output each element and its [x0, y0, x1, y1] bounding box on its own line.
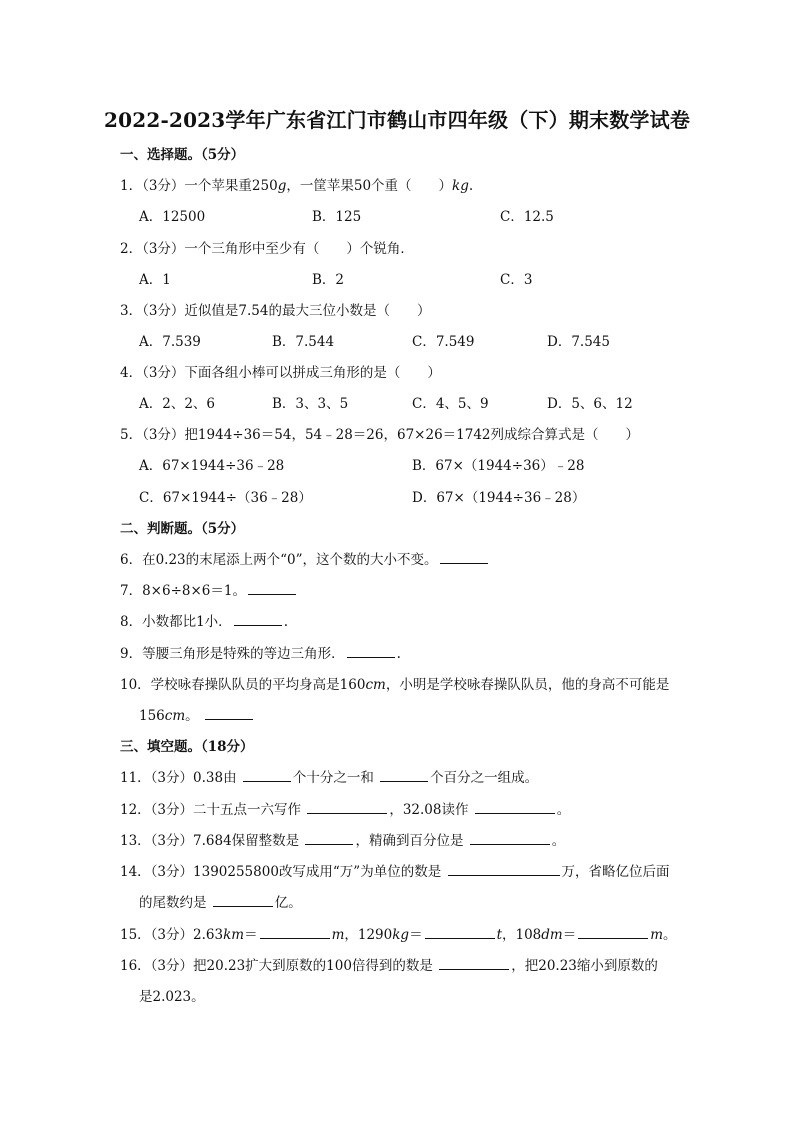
- q3-option-c: C．7.549: [412, 334, 475, 350]
- q4-option-d: D．5、6、12: [547, 396, 633, 412]
- section-heading-judge: 二、判断题。（5分）: [120, 521, 245, 537]
- q15-end: 。: [663, 927, 677, 943]
- q15-text-e: ，108: [502, 927, 542, 943]
- q10-answer-blank[interactable]: [205, 707, 253, 720]
- q11-blank-2[interactable]: [380, 769, 428, 782]
- q8-answer-blank[interactable]: [234, 613, 282, 626]
- q6-text: 6．在0.23的末尾添上两个“0”，这个数的大小不变。: [120, 552, 438, 568]
- q1-text-end: .: [468, 178, 474, 194]
- q5-option-c: C．67×1944÷（36﹣28）: [139, 490, 312, 506]
- q11-text-a: 11．（3分）0.38由: [120, 770, 237, 786]
- question-2: 2．（3分）一个三角形中至少有（ ）个锐角．: [120, 241, 414, 257]
- question-14-line-1: [120, 863, 670, 881]
- q1-text-mid: ，一筐苹果50个重（ ）: [286, 178, 453, 194]
- q14-text-a: 14．（3分）1390255800改写成用“万”为单位的数是: [120, 864, 442, 880]
- q10-line2-end: 。: [185, 708, 199, 724]
- q12-text-c: 。: [556, 802, 571, 818]
- q6-answer-blank[interactable]: [440, 551, 488, 564]
- question-4: 4．（3分）下面各组小棒可以拼成三角形的是（ ）: [120, 365, 441, 381]
- question-15: [120, 926, 677, 944]
- q15-unit-dm: dm: [541, 927, 563, 943]
- q16-text-b: ，把20.23缩小到原数的: [511, 958, 658, 974]
- question-13: [120, 832, 565, 850]
- q3-option-a: A．7.539: [139, 334, 201, 350]
- q12-text-b: ，32.08读作: [389, 802, 469, 818]
- q12-text-a: 12．（3分）二十五点一六写作: [120, 802, 302, 818]
- question-8: 8．小数都比1小． .: [120, 614, 288, 630]
- q15-unit-m-2: m: [650, 927, 664, 943]
- question-16-line-1: [120, 957, 658, 975]
- q3-option-b: B．7.544: [272, 334, 335, 350]
- q1-option-a: A．12500: [139, 209, 206, 225]
- q13-blank-1[interactable]: [305, 832, 353, 845]
- q14-text-b: 万，省略亿位后面: [561, 864, 670, 880]
- question-3: 3．（3分）近似值是7.54的最大三位小数是（ ）: [120, 303, 431, 319]
- q13-text-b: ，精确到百分位是: [355, 833, 464, 849]
- question-7: [120, 582, 298, 600]
- q5-option-a: A．67×1944÷36﹣28: [139, 458, 285, 474]
- q14-text-d: 亿。: [274, 895, 302, 911]
- q5-option-d: D．67×（1944÷36﹣28）: [412, 490, 586, 506]
- q15-unit-t: t: [496, 927, 502, 943]
- q15-unit-kg: kg: [392, 927, 410, 943]
- q14-blank-2[interactable]: [213, 894, 273, 907]
- q5-option-b: B．67×（1944÷36）﹣28: [412, 458, 585, 474]
- q15-eq-3: ＝: [562, 927, 577, 943]
- q8-text: 8．小数都比1小．: [120, 614, 232, 630]
- q15-eq-1: ＝: [244, 927, 258, 943]
- q15-blank-3[interactable]: [578, 926, 648, 939]
- question-16-line-2: 是2.023。: [139, 989, 205, 1005]
- q10-line2-unit: cm: [164, 708, 186, 724]
- q4-option-a: A．2、2、6: [139, 396, 216, 412]
- section-heading-fill: 三、填空题。（18分）: [120, 739, 254, 755]
- question-12: [120, 801, 570, 819]
- q13-text-c: 。: [551, 833, 566, 849]
- q7-answer-blank[interactable]: [248, 582, 296, 595]
- section-heading-choice: 一、选择题。（5分）: [120, 147, 245, 163]
- q13-blank-2[interactable]: [470, 832, 550, 845]
- q12-blank-1[interactable]: [307, 801, 387, 814]
- q11-text-b: 个十分之一和: [292, 770, 374, 786]
- q1-option-c: C．12.5: [500, 209, 554, 225]
- q10-unit: cm: [365, 677, 386, 693]
- question-1: [120, 177, 473, 195]
- q4-option-b: B．3、3、5: [272, 396, 349, 412]
- q16-blank-1[interactable]: [439, 957, 509, 970]
- q1-unit-kg: kg: [452, 178, 469, 194]
- q15-text-c: ，1290: [344, 927, 393, 943]
- q10-text-pre: 10．学校咏春操队队员的平均身高是160: [120, 677, 366, 693]
- q9-text: 9．等腰三角形是特殊的等边三角形．: [120, 646, 345, 662]
- q4-option-c: C．4、5、9: [412, 396, 489, 412]
- question-5: 5．（3分）把1944÷36＝54，54﹣28＝26，67×26＝1742列成综合算式是（ ）: [120, 427, 640, 443]
- q15-blank-2[interactable]: [425, 926, 495, 939]
- q14-text-c: 的尾数约是: [139, 895, 207, 911]
- q1-option-b: B．125: [312, 209, 362, 225]
- question-10-line-1: [120, 676, 669, 694]
- q14-blank-1[interactable]: [448, 863, 560, 876]
- q13-text-a: 13．（3分）7.684保留整数是: [120, 833, 300, 849]
- q1-unit-g: g: [277, 178, 287, 194]
- q16-text-a: 16．（3分）把20.23扩大到原数的100倍得到的数是: [120, 958, 433, 974]
- question-14-line-2: [139, 894, 302, 912]
- question-10-line-2: [139, 707, 255, 725]
- q2-option-c: C．3: [500, 272, 533, 288]
- q3-option-d: D．7.545: [547, 334, 610, 350]
- q1-text-pre: 1．（3分）一个苹果重250: [120, 178, 278, 194]
- q2-option-b: B．2: [312, 272, 345, 288]
- q15-unit-km: km: [223, 927, 245, 943]
- question-6: [120, 551, 490, 569]
- q15-text-a: 15．（3分）2.63: [120, 927, 224, 943]
- q15-unit-m: m: [331, 927, 345, 943]
- page-title: 2022-2023学年广东省江门市鹤山市四年级（下）期末数学试卷: [103, 108, 691, 132]
- q10-text-post: ，小明是学校咏春操队队员，他的身高不可能是: [385, 677, 670, 693]
- q10-line2-number: 156: [139, 708, 165, 724]
- q11-text-c: 个百分之一组成。: [430, 770, 539, 786]
- question-9: 9．等腰三角形是特殊的等边三角形． .: [120, 646, 401, 662]
- question-11: [120, 769, 538, 787]
- q15-eq-2: ＝: [409, 927, 423, 943]
- q9-answer-blank[interactable]: [347, 645, 395, 658]
- q15-blank-1[interactable]: [260, 926, 330, 939]
- q7-text: 7．8×6÷8×6＝1。: [120, 583, 246, 599]
- q12-blank-2[interactable]: [475, 801, 555, 814]
- q11-blank-1[interactable]: [243, 769, 291, 782]
- q2-option-a: A．1: [139, 272, 171, 288]
